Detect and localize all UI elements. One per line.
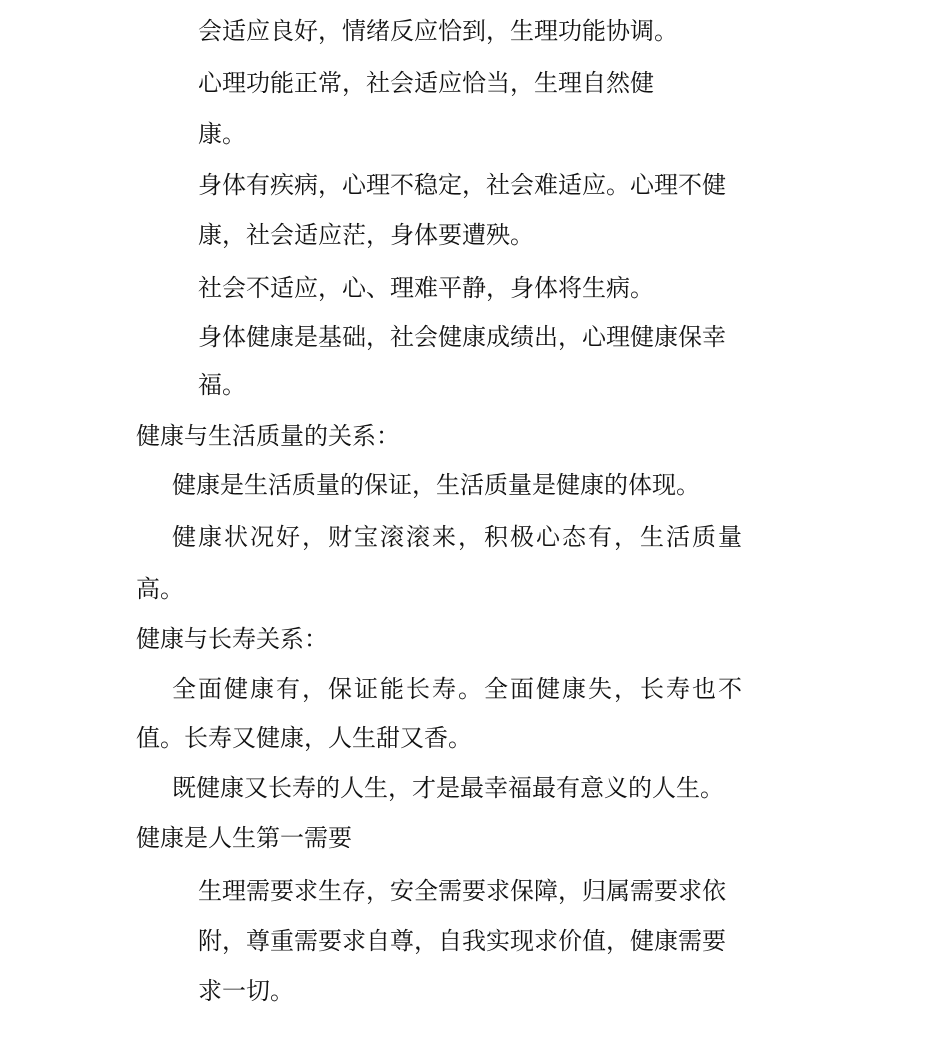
- paragraph-longevity-1: 全面健康有，保证能长寿。全面健康失，长寿也不: [172, 675, 744, 703]
- paragraph-quality-2: 健康状况好，财宝滚滚来，积极心态有，生活质量: [172, 523, 744, 551]
- text-line: 身体有疾病，心理不稳定，社会难适应。心理不健: [198, 171, 726, 199]
- text-line: 社会不适应，心、理难平静，身体将生病。: [198, 274, 654, 302]
- text-line: 康，社会适应茫，身体要遭殃。: [198, 221, 534, 249]
- text-line: 福。: [198, 371, 246, 399]
- section-heading-quality: 健康与生活质量的关系：: [136, 422, 400, 450]
- paragraph-longevity-2: 既健康又长寿的人生，才是最幸福最有意义的人生。: [172, 774, 724, 802]
- text-line: 会适应良好，情绪反应恰到，生理功能协调。: [198, 17, 678, 45]
- paragraph-quality-1: 健康是生活质量的保证，生活质量是健康的体现。: [172, 471, 700, 499]
- text-line: 心理功能正常，社会适应恰当，生理自然健: [198, 69, 654, 97]
- paragraph-needs-end: 求一切。: [198, 977, 294, 1005]
- text-line: 身体健康是基础，社会健康成绩出，心理健康保幸: [198, 323, 726, 351]
- paragraph-longevity-1-cont: 值。长寿又健康，人生甜又香。: [136, 724, 472, 752]
- section-heading-first-need: 健康是人生第一需要: [136, 824, 352, 852]
- text-line: 康。: [198, 120, 246, 148]
- paragraph-needs: 生理需要求生存，安全需要求保障，归属需要求依: [198, 877, 726, 905]
- section-heading-longevity: 健康与长寿关系：: [136, 625, 328, 653]
- paragraph-quality-2-cont: 高。: [136, 575, 184, 603]
- paragraph-needs-cont: 附，尊重需要求自尊，自我实现求价值，健康需要: [198, 927, 726, 955]
